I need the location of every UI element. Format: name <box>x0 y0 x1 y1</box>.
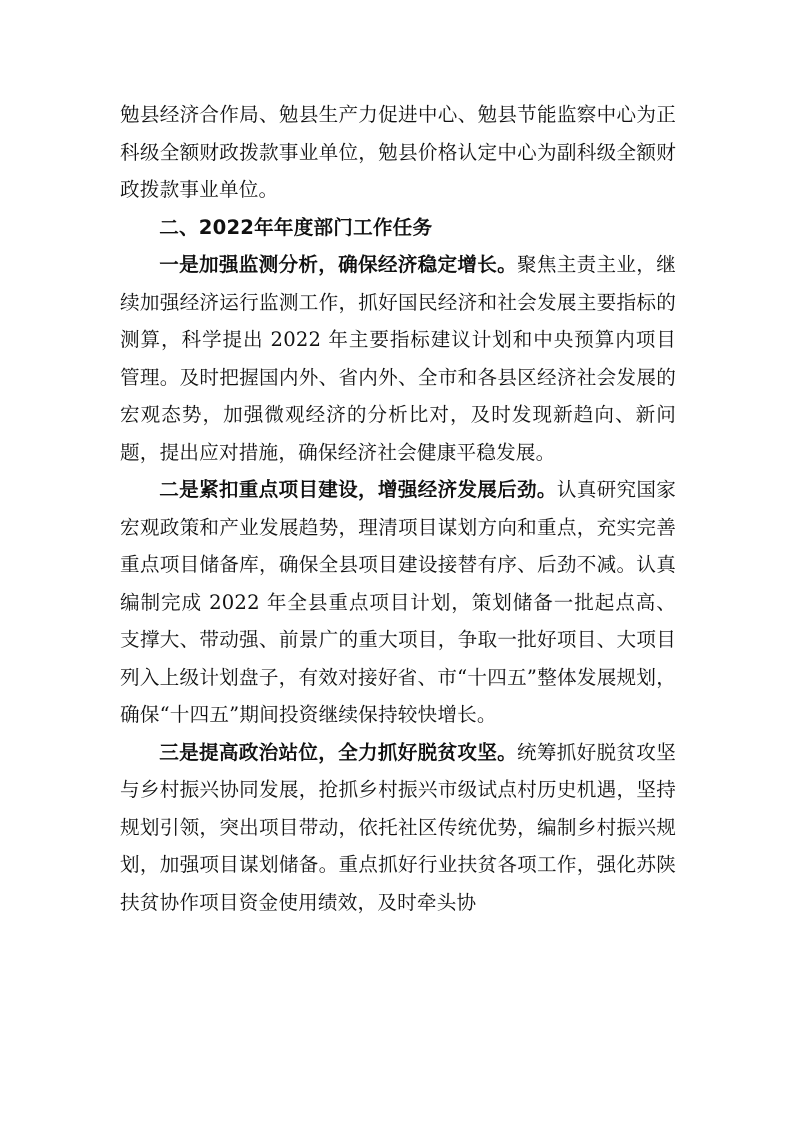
task-paragraph-2 <box>120 471 676 734</box>
task-paragraph-3 <box>120 734 676 922</box>
task-lead: 二是紧扣重点项目建设，增强经济发展后劲。 <box>159 478 557 501</box>
task-body: 聚焦主责主业，继续加强经济运行监测工作，抓好国民经济和社会发展主要指标的测算，科学提出 2022 年主要指标建议计划和中央预算内项目管理。及时把握国内外、省内外、全市和各县区经济社会发展的宏观态势，加强微观经济的分析比对，及时发现新趋向、新问题，提出应对措施，确保经济社会健康平稳发展。 <box>120 253 676 464</box>
task-paragraph-1 <box>120 246 676 471</box>
task-body: 统筹抓好脱贫攻坚与乡村振兴协同发展，抢抓乡村振兴市级试点村历史机遇，坚持规划引领，突出项目带动，依托社区传统优势，编制乡村振兴规划，加强项目谋划储备。重点抓好行业扶贫各项工作，强化苏陕扶贫协作项目资金使用绩效，及时牵头协 <box>120 740 676 914</box>
task-lead: 一是加强监测分析，确保经济稳定增长。 <box>159 253 518 276</box>
document-body <box>120 96 676 921</box>
intro-paragraph: 勉县经济合作局、勉县生产力促进中心、勉县节能监察中心为正科级全额财政拨款事业单位，勉县价格认定中心为副科级全额财政拨款事业单位。 <box>120 103 676 201</box>
section-heading: 二、2022年年度部门工作任务 <box>159 215 433 239</box>
task-body: 认真研究国家宏观政策和产业发展趋势，理清项目谋划方向和重点，充实完善重点项目储备库，确保全县项目建设接替有序、后劲不减。认真编制完成 2022 年全县重点项目计划，策划储备一批起点高、支撑大、带动强、前景广的重大项目，争取一批好项目、大项目列入上级计划盘子，有效对接好省、市“十四五”整体发展规划，确保“十四五”期间投资继续保持较快增长。 <box>120 478 677 726</box>
task-lead: 三是提高政治站位，全力抓好脱贫攻坚。 <box>159 740 518 764</box>
